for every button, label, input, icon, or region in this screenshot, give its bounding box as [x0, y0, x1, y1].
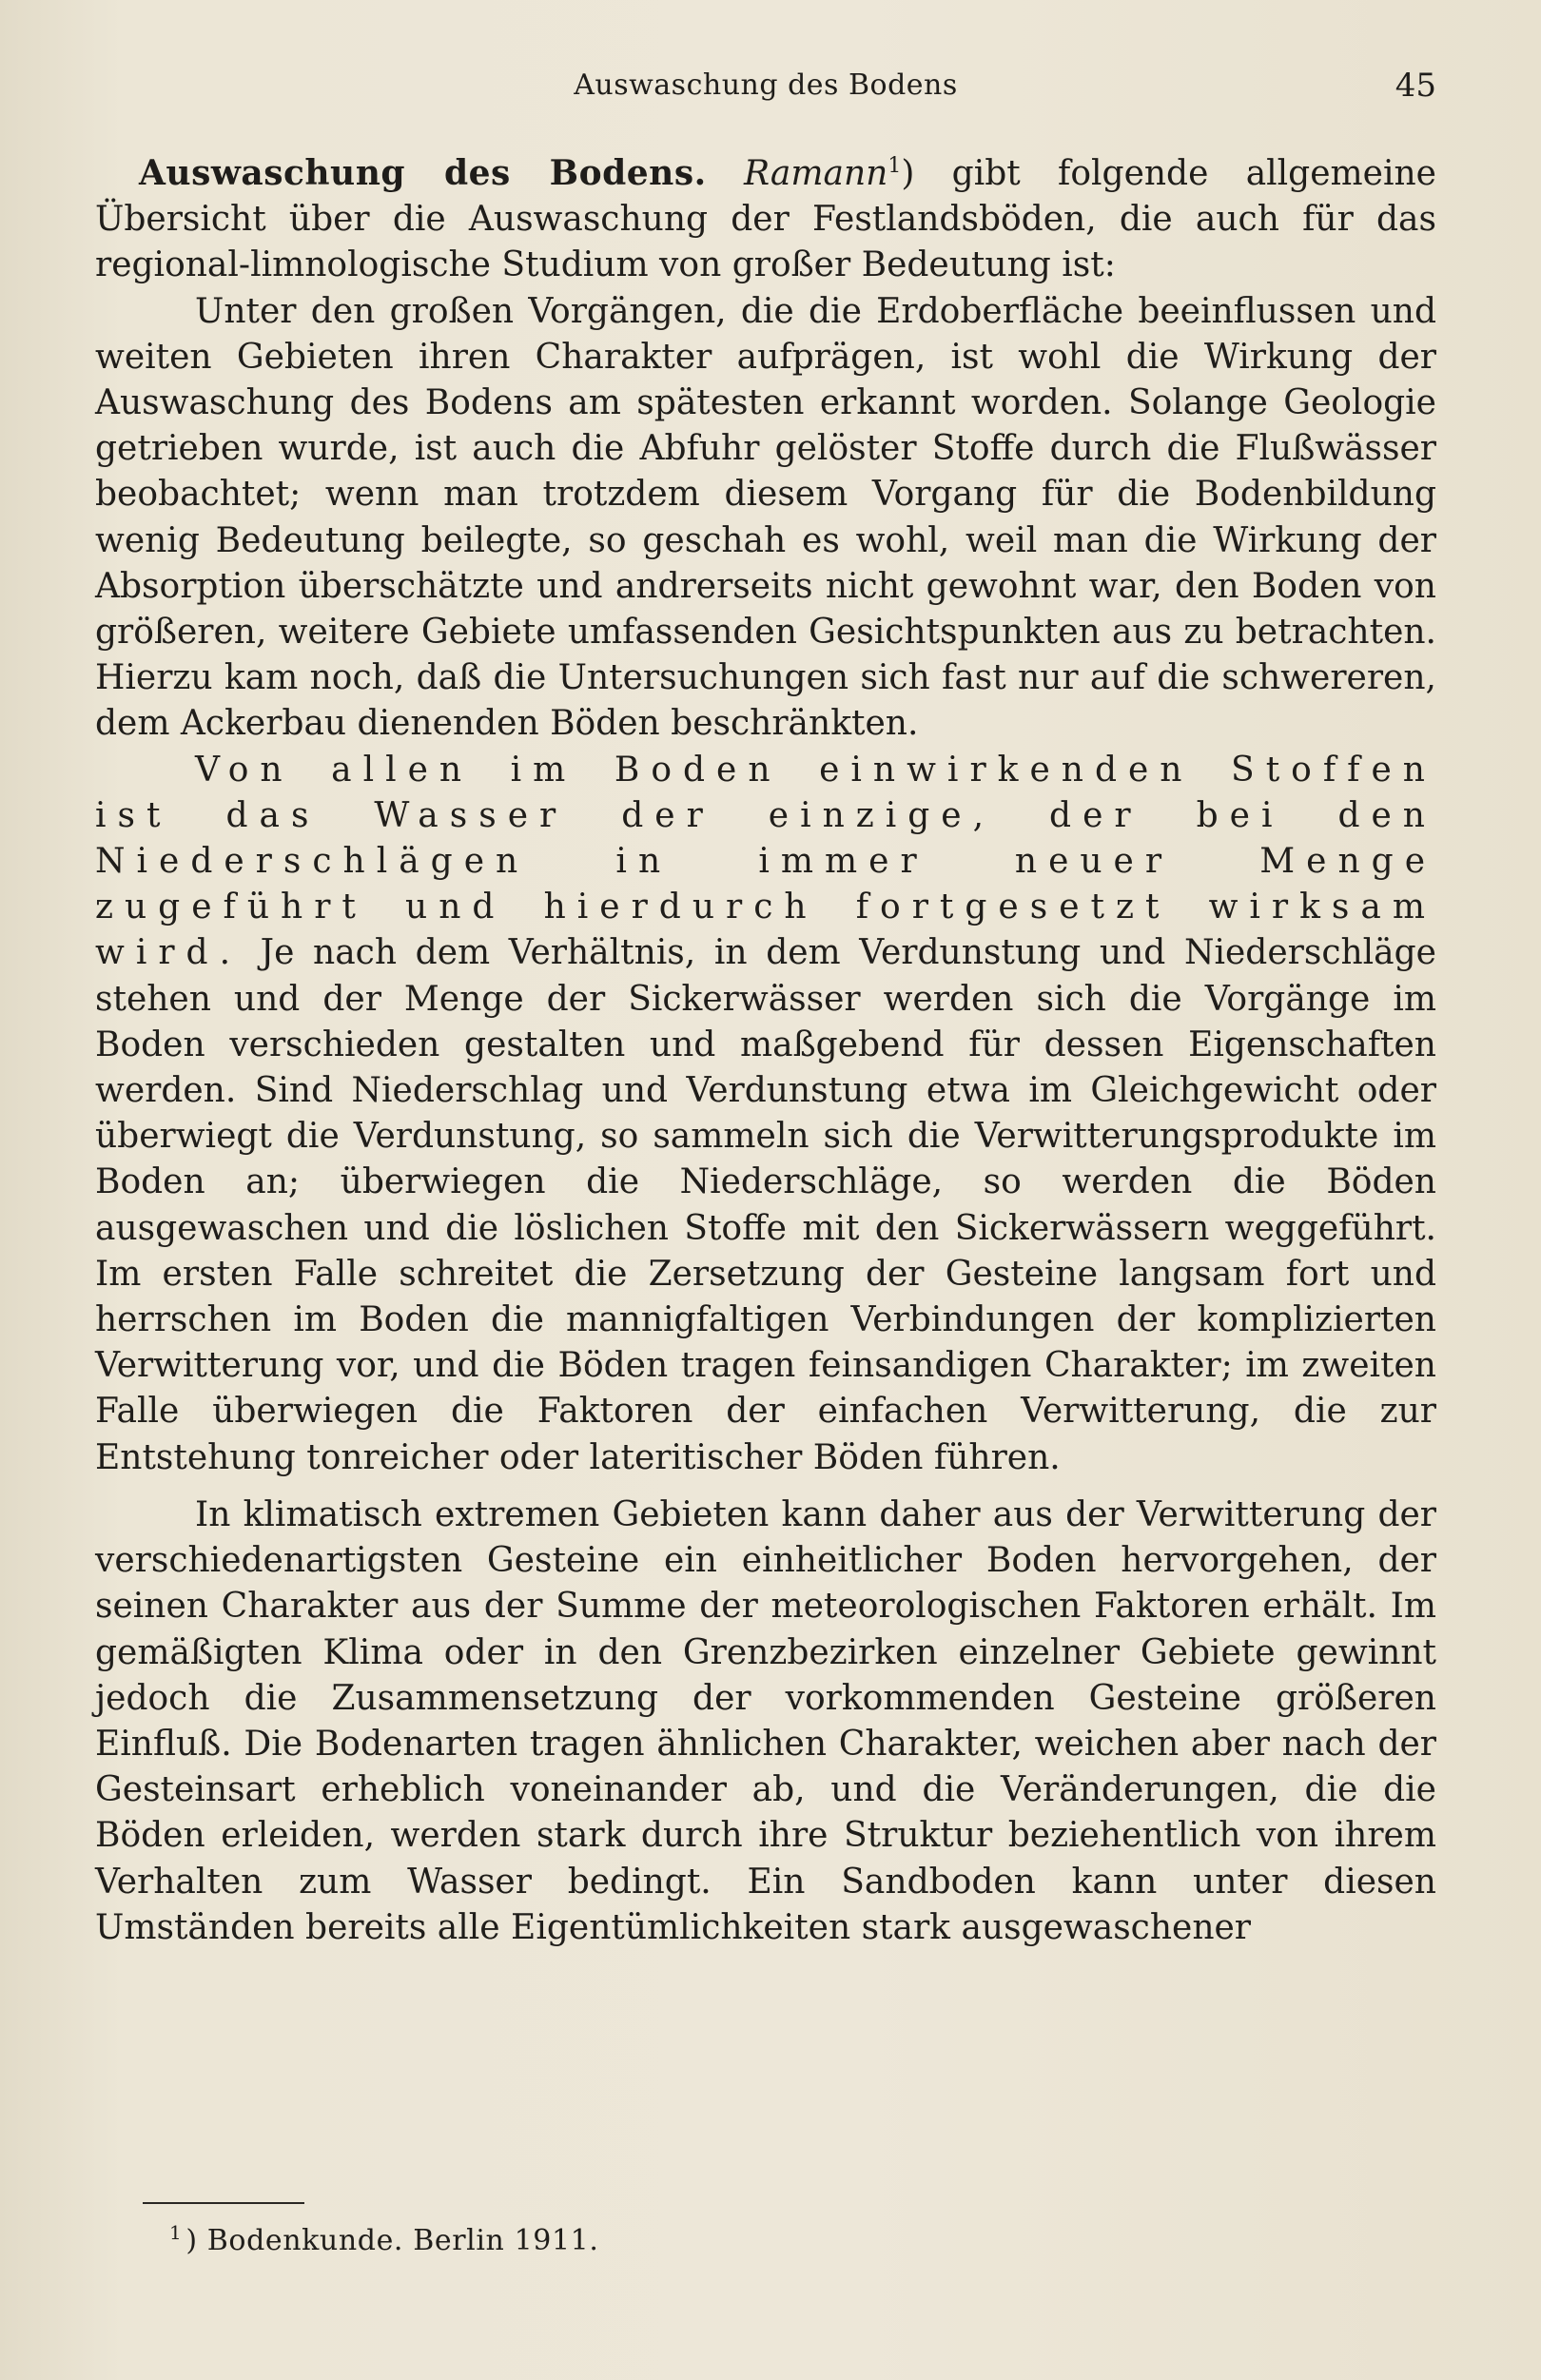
running-head: Auswaschung des Bodens — [574, 68, 958, 102]
paragraph-3-text: Je nach dem Verhältnis, in dem Verdunstung und Niederschläge stehen und der Menge der Sickerwässer werden sich die Vorgänge im Boden verschieden gestalten und maßgebend für dessen Eigenschaften werden. Sind Niederschlag und Verdunstung etwa im Gleichgewicht oder überwiegt die Verdunstung, so sammeln sich die Verwitterungsprodukte im Boden an; überwiegen die Niederschläge, so werden die Böden ausgewaschen und die löslichen Stoffe mit den Sickerwässern weggeführt. Im ersten Falle schreitet die Zersetzung der Gesteine langsam fort und herrschen im Boden die mannigfaltigen Verbindungen der komplizierten Verwitterung vor, und die Böden tragen feinsandigen Charakter; im zweiten Falle überwiegen die Faktoren der einfachen Verwitterung, die zur Entstehung tonreicher oder lateritischer Böden führen. — [95, 933, 1436, 1477]
paragraph-4: In klimatisch extremen Gebieten kann daher aus der Verwitterung der verschiedenartigsten Gesteine ein einheitlicher Boden hervorgehen, der seinen Charakter aus der Summe der meteorologischen Faktoren erhält. Im gemäßigten Klima oder in den Grenzbezirken einzelner Gebiete gewinnt jedoch die Zusammensetzung der vorkommenden Gesteine größeren Einfluß. Die Bodenarten tragen ähnlichen Charakter, weichen aber nach der Gesteinsart erheblich voneinander ab, und die Veränderungen, die die Böden erleiden, werden stark durch ihre Struktur beziehentlich von ihrem Verhalten zum Wasser bedingt. Ein Sandboden kann unter diesen Umständen bereits alle Eigentümlichkeiten stark ausgewaschener — [95, 1494, 1436, 1947]
paragraph-3 — [95, 748, 1436, 1481]
paragraph-2: Unter den großen Vorgängen, die die Erdoberfläche beeinflussen und weiten Gebieten ihren Charakter aufprägen, ist wohl die Wirkung der Auswaschung des Bodens am spätesten erkannt worden. Solange Geologie getrieben wurde, ist auch die Abfuhr gelöster Stoffe durch die Flußwässer beobachtet; wenn man trotzdem diesem Vorgang für die Bodenbildung wenig Bedeutung beilegte, so geschah es wohl, weil man die Wirkung der Absorption überschätzte und andrerseits nicht gewohnt war, den Boden von größeren, weitere Gebiete umfassenden Gesichtspunkten aus zu betrachten. Hierzu kam noch, daß die Untersuchungen sich fast nur auf die schwereren, dem Ackerbau dienenden Böden beschränkten. — [95, 291, 1436, 744]
footnote — [169, 2221, 599, 2257]
main-text — [95, 150, 1436, 1951]
emphasized-statement: Von allen im Boden einwirkenden Stoffen ist das Wasser der einzige, der bei den Niederschlägen in immer neuer Menge zugeführt und hierdurch fortgesetzt wirksam wird. — [95, 750, 1436, 973]
page-header — [95, 61, 1436, 110]
section-heading: Auswaschung des Bodens. — [139, 153, 707, 193]
paragraph-1-text: ) gibt folgende allgemeine Übersicht über die Auswaschung der Festlandsböden, die auch für das regional-limnologische Studium von großer Bedeutung ist: — [95, 154, 1436, 285]
paragraph-1 — [95, 150, 1436, 289]
page-number: 45 — [1395, 67, 1436, 105]
footnote-reference: 1 — [888, 154, 902, 178]
footnote-mark: 1 — [169, 2221, 183, 2244]
footnote-divider — [143, 2202, 304, 2204]
footnote-text: ) Bodenkunde. Berlin 1911. — [185, 2224, 599, 2257]
author-name: Ramann — [743, 154, 888, 193]
